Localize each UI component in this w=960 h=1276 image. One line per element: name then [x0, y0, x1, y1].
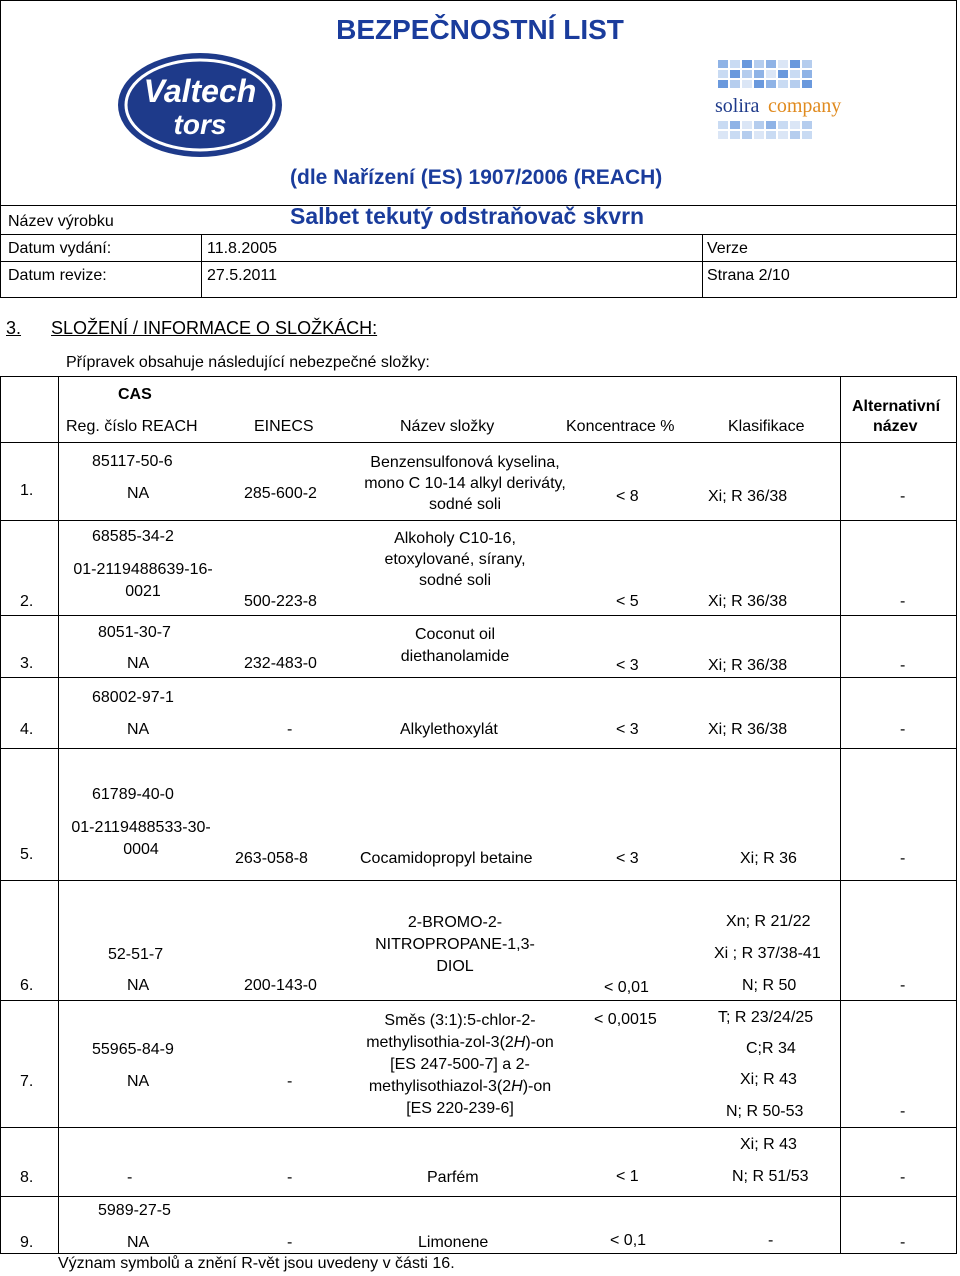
alt-name: - [900, 721, 906, 738]
einecs-number: - [287, 1169, 293, 1186]
col-header-alt-name: Alternativní [852, 398, 941, 415]
cas-number: - [127, 1169, 133, 1186]
table-rule [0, 748, 957, 749]
divider [201, 234, 202, 297]
page-label: Strana 2/10 [707, 267, 790, 284]
table-rule [0, 1000, 957, 1001]
cas-number: 52-51-7 [108, 946, 164, 963]
table-rule [58, 376, 59, 1254]
concentration: < 8 [616, 488, 639, 505]
regulation-subtitle: (dle Nařízení (ES) 1907/2006 (REACH) [290, 166, 663, 189]
product-name: Salbet tekutý odstraňovač skvrn [290, 203, 645, 229]
divider [0, 261, 957, 262]
section-heading [6, 318, 377, 339]
concentration: < 0,01 [604, 979, 649, 996]
classification-line: N; R 51/53 [732, 1168, 809, 1185]
alt-name: - [900, 1169, 906, 1186]
classification: Xi; R 36 [740, 850, 797, 867]
issue-label: Datum vydání: [8, 240, 112, 257]
component-name: 2-BROMO-2-NITROPROPANE-1,3-DIOL [375, 914, 535, 975]
cas-number: 68585-34-2 [92, 528, 174, 545]
alt-name: - [900, 1103, 906, 1120]
table-rule [0, 376, 957, 377]
alt-name: - [900, 593, 906, 610]
svg-text:solira: solira [715, 95, 760, 117]
einecs-number: 200-143-0 [244, 977, 317, 994]
classification: Xi; R 36/38 [708, 488, 788, 505]
reach-number: NA [127, 485, 150, 502]
alt-name: - [900, 657, 906, 674]
classification-line: Xi ; R 37/38-41 [714, 945, 821, 962]
table-rule [0, 1253, 957, 1254]
table-rule [0, 615, 957, 616]
classification-line: Xi; R 43 [740, 1136, 797, 1153]
cas-number: 68002-97-1 [92, 689, 174, 706]
col-header-classification: Klasifikace [728, 418, 805, 435]
classification-line: C;R 34 [746, 1040, 796, 1057]
einecs-number: 500-223-8 [244, 593, 317, 610]
alt-name: - [900, 977, 906, 994]
concentration: < 1 [616, 1168, 639, 1185]
component-name: Směs (3:1):5-chlor-2-methylisothia-zol-3(2H)-on [ES 247-500-7] a 2-methylisothiazol-3(2H)-on [ES 220-239-6] [366, 1012, 554, 1117]
svg-text:Valtech: Valtech [143, 73, 257, 109]
classification: Xi; R 36/38 [708, 721, 788, 738]
cas-number: 8051-30-7 [98, 624, 171, 641]
classification: Xi; R 36/38 [708, 593, 788, 610]
component-name-part: on [ES 220-239-6] [406, 1078, 552, 1117]
table-rule [0, 376, 1, 1254]
table-rule [0, 1196, 957, 1197]
table-rule [956, 376, 957, 1254]
component-name: Limonene [418, 1234, 489, 1251]
svg-text:company: company [768, 95, 842, 117]
divider [702, 234, 703, 297]
col-header-einecs: EINECS [254, 418, 314, 435]
concentration: < 3 [616, 850, 639, 867]
row-number: 6. [20, 977, 34, 994]
concentration: < 5 [616, 593, 639, 610]
concentration: < 0,1 [610, 1232, 647, 1249]
alt-name: - [900, 1234, 906, 1251]
section-intro: Přípravek obsahuje následující nebezpečné složky: [66, 354, 430, 371]
row-number: 1. [20, 482, 34, 499]
section-number: 3. [6, 318, 22, 338]
row-number: 9. [20, 1234, 34, 1251]
component-name: Coconut oil diethanolamide [400, 626, 510, 665]
einecs-number: - [287, 1234, 293, 1251]
revision-date: 27.5.2011 [207, 267, 277, 284]
component-name: Parfém [427, 1169, 479, 1186]
row-number: 3. [20, 655, 34, 672]
classification: - [768, 1232, 774, 1249]
concentration: < 3 [616, 721, 639, 738]
reach-number: NA [127, 1234, 150, 1251]
cas-number: 85117-50-6 [92, 453, 173, 470]
table-rule [0, 1127, 957, 1128]
classification-line: Xn; R 21/22 [726, 913, 811, 930]
col-header-cas: CAS [118, 386, 152, 403]
table-rule [0, 880, 957, 881]
classification: Xi; R 36/38 [708, 657, 788, 674]
row-number: 5. [20, 846, 34, 863]
valtech-logo [115, 50, 285, 160]
reach-number: 01-2119488533-30-0004 [71, 819, 211, 858]
classification-line: N; R 50 [742, 977, 797, 994]
component-name-part: Směs (3:1):5-chlor-2-methylisothia-zol-3(2 [366, 1012, 536, 1051]
col-header-alt-name-2: název [873, 418, 918, 435]
component-name: Benzensulfonová kyselina, mono C 10-14 alkyl deriváty, sodné soli [364, 454, 566, 513]
row-number: 7. [20, 1073, 34, 1090]
classification-line: Xi; R 43 [740, 1071, 797, 1088]
product-label: Název výrobku [8, 213, 114, 230]
col-header-reach: Reg. číslo REACH [66, 418, 198, 435]
einecs-number: 285-600-2 [244, 485, 317, 502]
cas-number: 55965-84-9 [92, 1041, 174, 1058]
reach-number: NA [127, 1073, 150, 1090]
einecs-number: - [287, 1073, 293, 1090]
einecs-number: 263-058-8 [235, 850, 308, 867]
concentration: < 0,0015 [594, 1011, 657, 1028]
classification-line: N; R 50-53 [726, 1103, 804, 1120]
issue-date: 11.8.2005 [207, 240, 277, 257]
reach-number: NA [127, 721, 150, 738]
alt-name: - [900, 488, 906, 505]
section-title: SLOŽENÍ / INFORMACE O SLOŽKÁCH: [51, 318, 378, 338]
col-header-name: Název složky [400, 418, 495, 435]
einecs-number: - [287, 721, 293, 738]
version-label: Verze [707, 240, 748, 257]
reach-number: NA [127, 655, 150, 672]
soliracompany-logo [710, 55, 842, 155]
revision-label: Datum revize: [8, 267, 107, 284]
concentration: < 3 [616, 657, 639, 674]
cas-number: 5989-27-5 [98, 1202, 171, 1219]
table-rule [840, 376, 841, 1254]
row-number: 8. [20, 1169, 34, 1186]
table-rule [0, 520, 957, 521]
classification-line: T; R 23/24/25 [718, 1009, 814, 1026]
table-rule [0, 442, 957, 443]
document-title: BEZPEČNOSTNÍ LIST [336, 14, 624, 45]
component-name: Alkylethoxylát [400, 721, 498, 738]
reach-number: NA [127, 977, 150, 994]
component-name: Cocamidopropyl betaine [360, 850, 533, 867]
row-number: 4. [20, 721, 34, 738]
row-number: 2. [20, 593, 34, 610]
svg-text:tors: tors [173, 109, 227, 140]
einecs-number: 232-483-0 [244, 655, 317, 672]
reach-number: 01-2119488639-16-0021 [73, 561, 213, 600]
component-name: Alkoholy C10-16, etoxylované, sírany, sodné soli [384, 530, 526, 589]
table-rule [0, 677, 957, 678]
col-header-concentration: Koncentrace % [566, 418, 675, 435]
divider [0, 234, 957, 235]
footer-note: Význam symbolů a znění R-vět jsou uvedeny v části 16. [58, 1255, 455, 1272]
cas-number: 61789-40-0 [92, 786, 174, 803]
component-name-part: on [ES 247-500-7] a 2-methylisothiazol-3(2 [368, 1034, 554, 1095]
alt-name: - [900, 850, 906, 867]
